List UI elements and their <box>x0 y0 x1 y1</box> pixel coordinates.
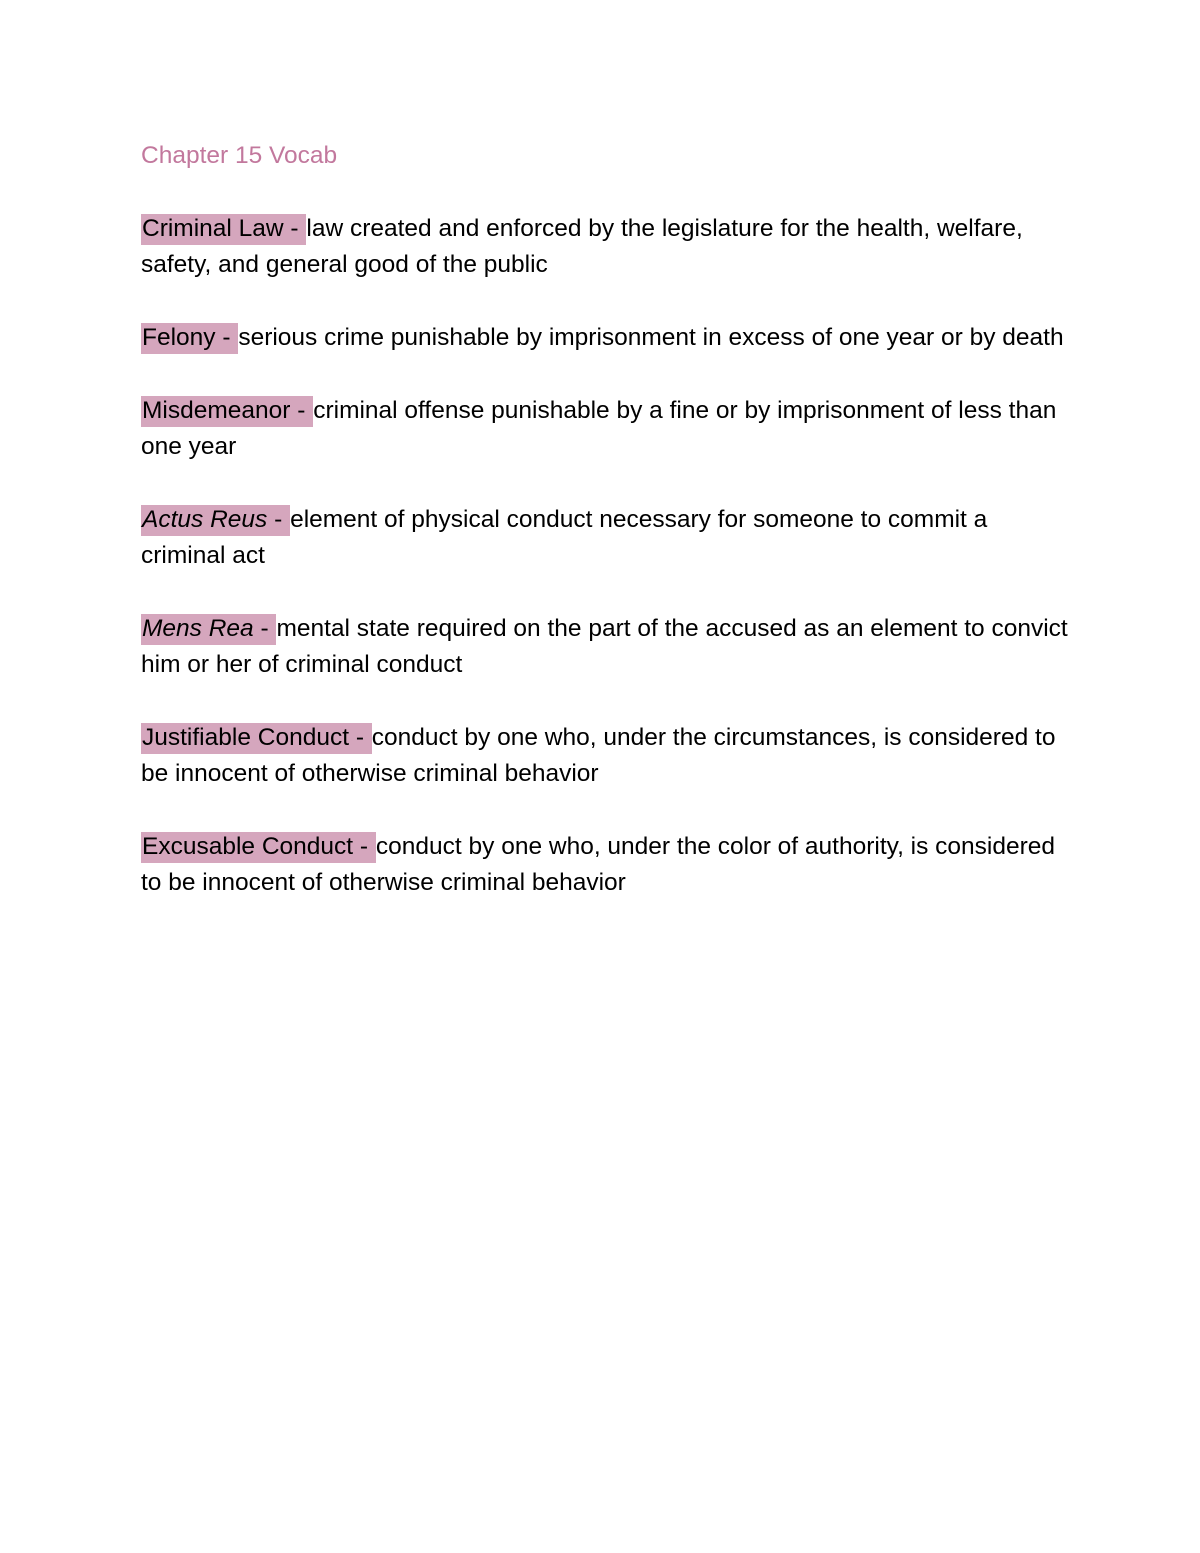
vocab-definition: conduct by one who, under the color of authority, is considered to be innocent of otherwise criminal behavior <box>141 833 1056 896</box>
vocab-entry-felony <box>141 320 1071 356</box>
vocab-term-highlight <box>141 323 238 354</box>
vocab-entry-misdemeanor <box>141 393 1071 465</box>
vocab-entry-criminal-law <box>141 211 1071 283</box>
vocab-term-highlight <box>141 614 276 645</box>
vocab-entry-actus-reus <box>141 502 1071 574</box>
term-separator: - <box>267 506 290 533</box>
vocab-term: Justifiable Conduct <box>142 724 350 751</box>
term-separator: - <box>290 397 313 424</box>
vocab-term: Mens Rea <box>142 615 254 642</box>
vocab-definition: law created and enforced by the legislature for the health, welfare, safety, and general good of the public <box>141 215 1023 278</box>
vocab-definition: mental state required on the part of the accused as an element to convict him or her of criminal conduct <box>141 615 1068 678</box>
document-page <box>141 138 1071 938</box>
vocab-term: Misdemeanor <box>142 397 291 424</box>
vocab-term-highlight <box>141 505 290 536</box>
vocab-definition: conduct by one who, under the circumstances, is considered to be innocent of otherwise criminal behavior <box>141 724 1056 787</box>
vocab-definition: element of physical conduct necessary for someone to commit a criminal act <box>141 506 988 569</box>
term-separator: - <box>283 215 306 242</box>
vocab-term: Actus Reus <box>142 506 268 533</box>
term-separator: - <box>349 724 371 751</box>
vocab-definition: criminal offense punishable by a fine or by imprisonment of less than one year <box>141 397 1057 460</box>
vocab-entry-excusable-conduct <box>141 829 1071 901</box>
term-separator: - <box>253 615 276 642</box>
vocab-term: Criminal Law <box>142 215 284 242</box>
vocab-term: Excusable Conduct <box>142 833 354 860</box>
vocab-term-highlight <box>141 723 372 754</box>
vocab-term: Felony <box>142 324 216 351</box>
vocab-term-highlight <box>141 396 313 427</box>
vocab-entry-justifiable-conduct <box>141 720 1071 792</box>
vocab-definition: serious crime punishable by imprisonment in excess of one year or by death <box>238 324 1064 351</box>
term-separator: - <box>353 833 375 860</box>
vocab-entry-mens-rea <box>141 611 1071 683</box>
document-title: Chapter 15 Vocab <box>141 142 338 169</box>
vocab-term-highlight <box>141 832 376 863</box>
vocab-term-highlight <box>141 214 306 245</box>
term-separator: - <box>215 324 238 351</box>
